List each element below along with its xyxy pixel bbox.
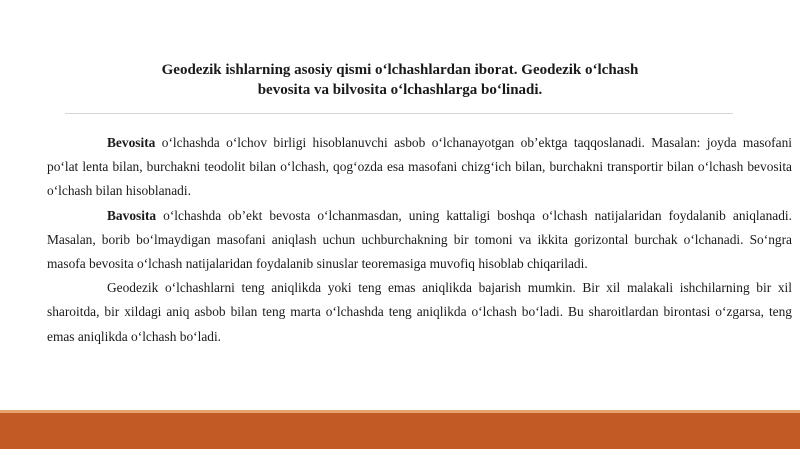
- paragraph-direct-measurement: [47, 131, 792, 204]
- body-text: [47, 131, 792, 349]
- paragraph-accuracy: [47, 276, 792, 349]
- paragraph-text: o‘lchashda ob’ekt bevosta o‘lchanmasdan, uning kattaligi boshqa o‘lchash natijalaridan foydalanib aniqlanadi. Masalan, borib bo‘lmaydigan masofani aniqlash uchun uchburchakning bir tomoni va ikkita gorizontal burchak o‘lchanadi. So‘ngra masofa bevosita o‘lchash natijalaridan foydalanib sinuslar teoremasiga muvofiq hisoblab chiqariladi.: [47, 207, 792, 272]
- paragraph-text: o‘lchashda o‘lchov birligi hisoblanuvchi asbob o‘lchanayotgan ob’ektga taqqoslanadi. Masalan: joyda masofani po‘lat lenta bilan, burchakni teodolit bilan o‘lchash, qog‘ozda esa masofani chizg‘ich bilan, burchakni transportir bilan o‘lchash bevosita o‘lchash bilan hisoblanadi.: [47, 135, 792, 199]
- slide-title: [110, 60, 690, 100]
- term-bevosita: Bevosita: [107, 135, 156, 150]
- paragraph-indirect-measurement: [47, 204, 792, 277]
- paragraph-text: Geodezik o‘lchashlarni teng aniqlikda yoki teng emas aniqlikda bajarish mumkin. Bir xil malakali ishchilarning bir xil sharoitda, bir xildagi aniq asbob bilan teng marta o‘lchashda teng aniqlikda o‘lchash bo‘ladi. Bu sharoitlardan birontasi o‘zgarsa, teng emas aniqlikda o‘lchash bo‘ladi.: [47, 280, 792, 344]
- slide-title-line-1: Geodezik ishlarning asosiy qismi o‘lchashlardan iborat. Geodezik o‘lchash: [161, 62, 639, 78]
- footer-band: [0, 413, 800, 449]
- title-divider: [65, 113, 733, 114]
- term-bavosita: Bavosita: [107, 207, 157, 223]
- slide-title-line-2: bevosita va bilvosita o‘lchashlarga bo‘linadi.: [257, 82, 543, 98]
